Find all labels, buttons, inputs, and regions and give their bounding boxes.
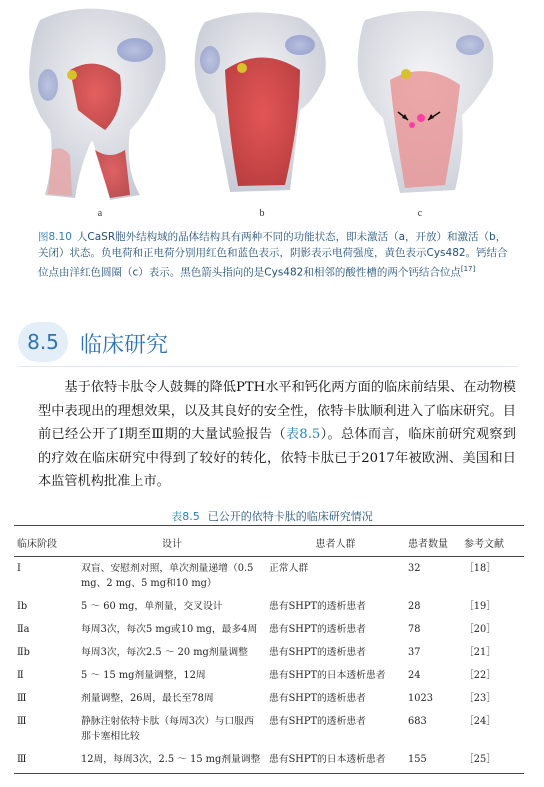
cell-count: 32 <box>408 563 421 574</box>
table-number: 表8.5 <box>171 510 200 523</box>
header-population: 患者人群 <box>266 526 405 557</box>
body-text-part2: ）。总体而言，临床前研究观察到的疗效在临床研究中得到了较好的转化，依特卡肽已于2017年被欧洲、美国和日本监管机构批准上市。 <box>38 427 516 489</box>
table-row <box>14 641 524 664</box>
table-row <box>14 687 524 710</box>
cell-count: 155 <box>405 748 461 774</box>
cell-phase: Ⅲ <box>17 693 27 704</box>
cell-phase: Ⅱa <box>17 624 30 635</box>
cell-design: 每周3次，每次2.5 ～ 20 mg剂量调整 <box>81 647 248 658</box>
calcium-site-circle <box>417 114 425 122</box>
cell-design: 每周3次，每次5 mg或10 mg，最多4周 <box>81 624 258 635</box>
panel-label-c: c <box>417 208 423 219</box>
cell-count: 683 <box>408 716 427 727</box>
cell-count: 24 <box>408 670 421 681</box>
section-title: 临床研究 <box>80 333 169 358</box>
caption-text: 人CaSR胞外结构域的晶体结构具有两种不同的功能状态，即未激活（a，开放）和激活（b，关闭）状态。负电荷和正电荷分别用红色和蓝色表示，阴影表示电荷强度，黄色表示Cys482。钙结合位点由洋红色圆圈（c）表示。黑色箭头指向的是Cys482和相邻的酸性槽的两个钙结合位点 <box>38 231 508 279</box>
cell-ref: ［18］ <box>464 563 497 574</box>
figure-number: 图8.10 <box>38 231 72 243</box>
table-row <box>14 664 524 687</box>
cell-design: 剂量调整，26周，最长至78周 <box>81 693 214 704</box>
cell-phase: Ⅰ <box>17 563 21 574</box>
table-row <box>14 710 524 748</box>
protein-structure-figure <box>0 0 544 212</box>
cell-ref: ［22］ <box>464 670 497 681</box>
cell-phase: Ⅱ <box>17 670 24 681</box>
cell-ref: ［24］ <box>464 716 497 727</box>
section-number-badge: 8.5 <box>18 322 68 362</box>
header-design: 设计 <box>78 526 266 557</box>
table-row <box>14 595 524 618</box>
cell-ref: ［20］ <box>464 624 497 635</box>
cell-ref: ［21］ <box>464 647 497 658</box>
cell-phase: Ⅲ <box>17 716 27 727</box>
cell-design: 双盲、安慰剂对照，单次剂量递增（0.5 mg、2 mg、5 mg和10 mg） <box>81 563 254 589</box>
cell-population: 患有SHPT的透析患者 <box>269 624 366 635</box>
cell-design: 静脉注射依特卡肽（每周3次）与口服西那卡塞相比较 <box>81 716 254 742</box>
cell-ref: ［19］ <box>464 601 497 612</box>
table-body <box>14 557 524 774</box>
cell-population: 正常人群 <box>269 563 309 574</box>
cell-population: 患有SHPT的透析患者 <box>269 693 366 704</box>
header-ref: 参考文献 <box>461 526 524 557</box>
cell-design: 5 ～ 15 mg剂量调整，12周 <box>81 670 206 681</box>
panel-c-structure <box>358 11 494 193</box>
clinical-studies-table <box>14 525 524 774</box>
table-row <box>14 748 524 774</box>
cell-population: 患有SHPT的日本透析患者 <box>269 670 386 681</box>
cell-phase: Ⅲ <box>14 748 78 774</box>
cell-count: 1023 <box>408 693 433 704</box>
panel-label-a: a <box>97 208 103 219</box>
cell-count: 37 <box>408 647 421 658</box>
cell-phase: Ⅰb <box>17 601 28 612</box>
table-row <box>14 557 524 596</box>
cell-population: 患有SHPT的透析患者 <box>269 647 366 658</box>
table-caption <box>0 508 544 524</box>
header-count: 患者数量 <box>405 526 461 557</box>
table-row <box>14 618 524 641</box>
table-header-row <box>14 526 524 557</box>
table-reference-link[interactable]: 表8.5 <box>285 427 321 442</box>
cell-design: 12周，每周3次，2.5 ～ 15 mg剂量调整 <box>78 748 266 774</box>
caption-ref: [17] <box>460 265 476 273</box>
panel-b-structure <box>195 12 326 192</box>
table-title: 已公开的依特卡肽的临床研究情况 <box>207 510 373 523</box>
cell-ref: ［23］ <box>464 693 497 704</box>
cell-ref: ［25］ <box>461 748 524 774</box>
section-divider <box>18 366 518 367</box>
cell-population: 患有SHPT的透析患者 <box>269 601 366 612</box>
figure-caption <box>38 229 508 281</box>
cell-population: 患有SHPT的透析患者 <box>269 716 366 727</box>
header-phase: 临床阶段 <box>14 526 78 557</box>
cell-population: 患有SHPT的日本透析患者 <box>266 748 405 774</box>
panel-a-structure <box>29 9 165 200</box>
cell-design: 5 ～ 60 mg，单剂量，交叉设计 <box>81 601 223 612</box>
panel-label-b: b <box>259 208 265 219</box>
body-text-part1: 基于依特卡肽令人鼓舞的降低PTH水平和钙化两方面的临床前结果、在动物模型中表现出的理想效果，以及其良好的安全性，依特卡肽顺利进入了临床研究。目前已经公开了Ⅰ期至Ⅲ期的大量试验报告（ <box>38 380 516 442</box>
cell-phase: Ⅱb <box>17 647 30 658</box>
cell-count: 78 <box>408 624 421 635</box>
body-paragraph <box>38 376 516 494</box>
cell-count: 28 <box>408 601 421 612</box>
